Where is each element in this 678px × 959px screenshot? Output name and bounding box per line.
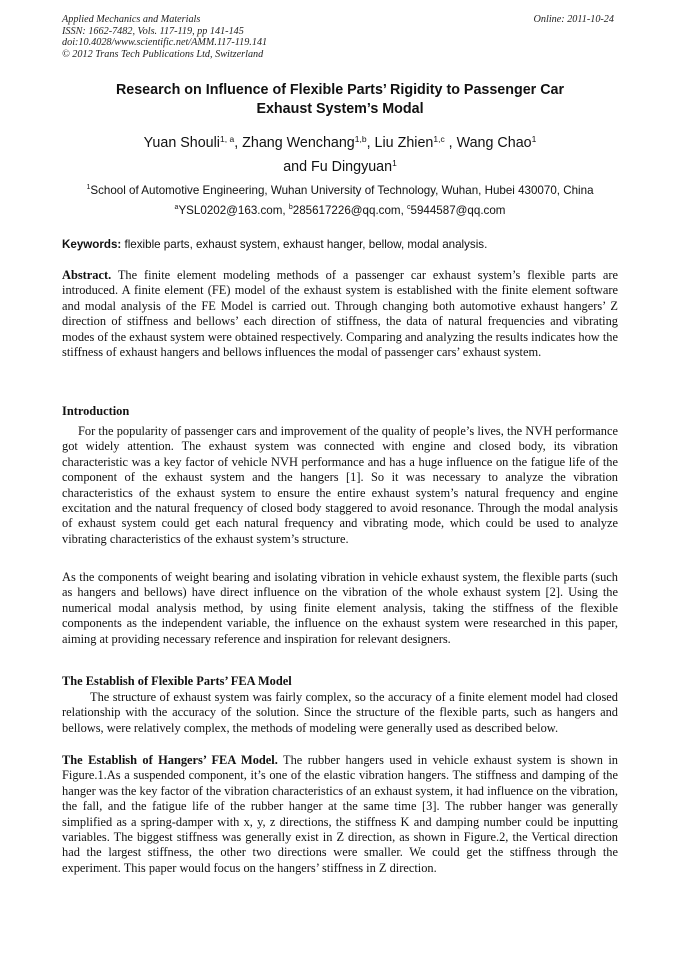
author-name: Wang Chao	[456, 135, 532, 151]
introduction-paragraph-1: For the popularity of passenger cars and improvement of the quality of people’s lives, the NVH performance got widely attention. The exhaust system was connected with engine and closed body, its vibration characteristic was a key factor of vehicle NVH performance and has a huge influence on the fatigue life of the component of the exhaust system and the hangers [1]. So it was necessary to analyze the vibration characteristics of the exhaust system to ensure the entire exhaust system’s natural frequency and engine excitation and the natural frequency of closed body staggered to avoid resonance. Through the modal analysis of exhaust system could get each natural frequency and vibrating mode, which could be used to analyze vibrating characteristics of the exhaust system’s structure.	[62, 424, 618, 546]
online-date: Online: 2011-10-24	[533, 14, 614, 25]
introduction-paragraph-2: As the components of weight bearing and isolating vibration in vehicle exhaust system, the flexible parts (such as hangers and bellows) have direct influence on the vibration of the whole exhaust system [2]. Using the numerical modal analysis method, by using finite element analysis, taking the stiffness of the flexible components as the independent variable, the influence on the exhaust system were researched in this paper, aiming at providing necessary reference and inspiration for relevant designers.	[62, 570, 618, 646]
journal-doi: doi:10.4028/www.scientific.net/AMM.117-119.141	[62, 37, 268, 48]
author-separator: ,	[234, 135, 243, 151]
keywords-text: flexible parts, exhaust system, exhaust hanger, bellow, modal analysis.	[121, 238, 488, 251]
journal-copyright: © 2012 Trans Tech Publications Ltd, Switzerland	[62, 48, 264, 60]
author-affil-sup: 1	[531, 134, 537, 144]
subsection-text: The rubber hangers used in vehicle exhaust system is shown in Figure.1.As a suspended component, it’s one of the elastic vibration hangers. The stiffness and damping of the hanger was the key factor of the vibration characteristics of an exhaust system, it had influence on the vibration, the fall, and the fatigue life of the rubber hanger at the same time [3]. The rubber hanger was generally simplified as a spring-damper with x, y, z directions, the stiffness K and damping number could be inputting variables. The biggest stiffness was generally exist in Z direction, as shown in Figure.2, the Vertical direction had the largest stiffness, the other two directions were smaller. We could get the stiffness through the experiment. This paper would focus on the hangers’ stiffness in Z direction.	[62, 753, 618, 875]
email-sup: c	[407, 204, 411, 211]
affiliation-text: School of Automotive Engineering, Wuhan University of Technology, Wuhan, Hubei 430070, China	[90, 184, 594, 197]
affiliation-line	[62, 181, 618, 201]
abstract-text: The finite element modeling methods of a passenger car exhaust system’s flexible parts are introduced. A finite element (FE) model of the exhaust system is established with the finite element software and modal analysis of the FE Model is carried out. Through changing both automotive exhaust hangers’ Z direction of stiffness and bellows’ each direction of stiffness, the data of natural frequencies and vibrating modes of the exhaust system were obtained respectively. Comparing and analyzing the results indicates how the stiffness of exhaust hangers and bellows influences the modal of passenger cars’ exhaust system.	[62, 268, 618, 360]
section-paragraph-1: The structure of exhaust system was fairly complex, so the accuracy of a finite element model had closed relationship with the accuracy of the solution. Since the structure of the flexible parts, such as hangers and bellows, were relatively complex, the methods of modeling were generally used as described below.	[62, 690, 618, 735]
journal-name: Applied Mechanics and Materials	[62, 14, 201, 25]
author-line-2	[62, 155, 618, 179]
email-address: 5944587@qq.com	[410, 204, 506, 217]
affiliation-sup: 1	[86, 184, 91, 191]
subsection-label: The Establish of Hangers’ FEA Model.	[62, 753, 278, 767]
journal-header	[62, 14, 618, 60]
section-heading-fea-model: The Establish of Flexible Parts’ FEA Model	[62, 674, 292, 688]
author-separator: ,	[444, 135, 457, 151]
author-name: Zhang Wenchang	[242, 135, 355, 151]
author-separator: ,	[366, 135, 375, 151]
email-sup: b	[288, 204, 293, 211]
title-line-2: Exhaust System’s Modal	[256, 101, 424, 117]
email-address: YSL0202@163.com,	[178, 204, 289, 217]
abstract-label: Abstract.	[62, 268, 112, 282]
email-address: 285617226@qq.com,	[292, 204, 408, 217]
author-name: Yuan Shouli	[143, 135, 220, 151]
author-list	[62, 131, 618, 179]
keywords-label: Keywords:	[62, 238, 122, 251]
introduction-heading: Introduction	[62, 404, 130, 418]
email-line	[62, 201, 618, 221]
author-affil-sup: 1,b	[354, 134, 367, 144]
author-affil-sup: 1	[392, 158, 397, 168]
title-line-1: Research on Influence of Flexible Parts’ Rigidity to Passenger Car	[115, 82, 565, 98]
author-affil-sup: 1, a	[220, 134, 235, 144]
author-conjunction: and	[283, 159, 312, 175]
author-name: Fu Dingyuan	[311, 159, 393, 175]
journal-issn: ISSN: 1662-7482, Vols. 117-119, pp 141-145	[62, 25, 244, 37]
section-paragraph-2	[62, 753, 618, 876]
paper-title	[62, 81, 618, 119]
author-affil-sup: 1,c	[433, 134, 445, 144]
abstract-paragraph	[62, 268, 618, 360]
author-name: Liu Zhien	[374, 135, 434, 151]
author-line-1	[62, 131, 618, 155]
email-sup: a	[174, 204, 179, 211]
affiliation-block	[62, 181, 618, 221]
keywords-line	[62, 238, 618, 252]
